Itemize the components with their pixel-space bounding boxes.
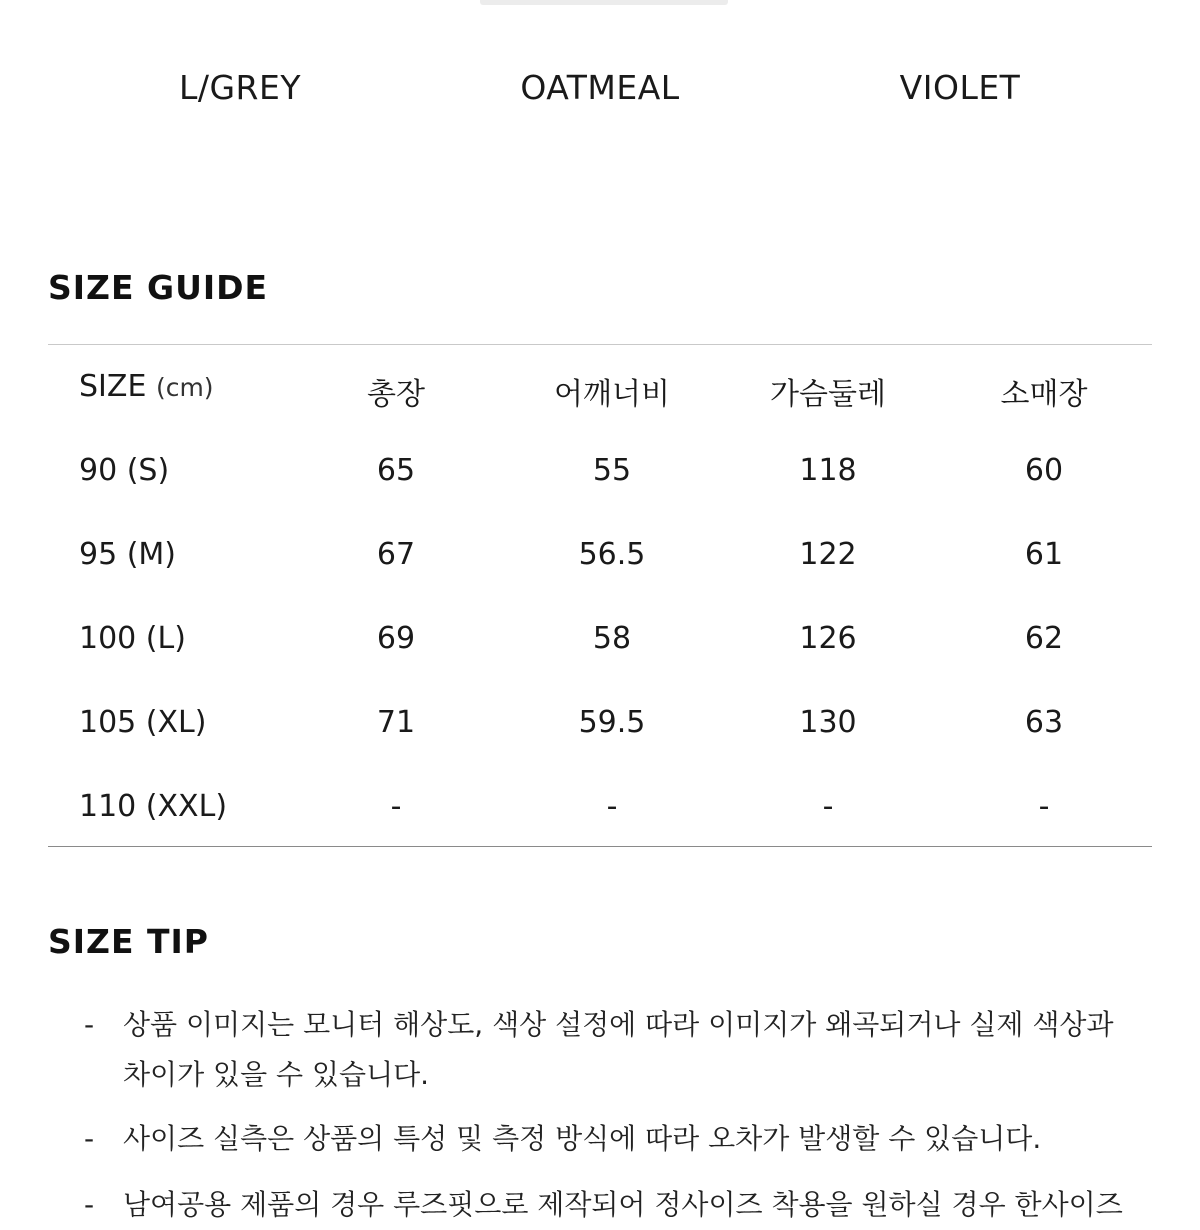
sleeve-cell: 61: [1024, 537, 1064, 572]
length-cell: 71: [376, 705, 416, 740]
tip-text: 사이즈 실측은 상품의 특성 및 측정 방식에 따라 오차가 발생할 수 있습니다.: [123, 1122, 1042, 1155]
size-cell: 105 (XL): [79, 705, 207, 740]
size-guide-table: [48, 344, 1152, 847]
size-cell: 110 (XXL): [79, 789, 228, 824]
unit-label: (cm): [155, 373, 214, 402]
chest-cell: 122: [799, 537, 857, 572]
table-row: [48, 705, 1152, 755]
shoulder-cell: 55: [592, 453, 632, 488]
tip-text: 남여공용 제품의 경우 루즈핏으로 제작되어 정사이즈 착용을 원하실 경우 한사이즈: [123, 1188, 1123, 1221]
table-row: [48, 621, 1152, 671]
column-header-shoulder: 어깨너비: [554, 377, 670, 412]
shoulder-cell: 56.5: [578, 537, 646, 572]
color-option-lgrey[interactable]: L/GREY: [178, 68, 301, 107]
color-option-violet[interactable]: VIOLET: [899, 68, 1021, 107]
size-guide-title: SIZE GUIDE: [48, 268, 269, 307]
size-cell: 100 (L): [79, 621, 186, 656]
shoulder-cell: 58: [592, 621, 632, 656]
chest-cell: 118: [799, 453, 857, 488]
table-row: [48, 453, 1152, 503]
tip-text: 상품 이미지는 모니터 해상도, 색상 설정에 따라 이미지가 왜곡되거나 실제 색상과 차이가 있을 수 있습니다.: [123, 1008, 1114, 1091]
table-header-row: [48, 369, 1152, 419]
table-row: [48, 789, 1152, 839]
bullet-dash: -: [84, 1122, 95, 1155]
length-cell: 67: [376, 537, 416, 572]
bullet-dash: -: [84, 1188, 95, 1221]
chest-cell: -: [822, 789, 834, 824]
color-option-oatmeal[interactable]: OATMEAL: [520, 68, 680, 107]
sleeve-cell: -: [1038, 789, 1050, 824]
sleeve-cell: 63: [1024, 705, 1064, 740]
list-item: [80, 1000, 1140, 1100]
table-row: [48, 537, 1152, 587]
chest-cell: 130: [799, 705, 857, 740]
length-cell: 65: [376, 453, 416, 488]
shoulder-cell: -: [606, 789, 618, 824]
color-options: [0, 68, 1200, 112]
column-header-chest: 가슴둘레: [770, 377, 886, 412]
chest-cell: 126: [799, 621, 857, 656]
size-tip-list: [0, 1000, 1200, 1221]
length-cell: -: [390, 789, 402, 824]
bullet-dash: -: [84, 1008, 95, 1041]
shoulder-cell: 59.5: [578, 705, 646, 740]
column-header-sleeve: 소매장: [1000, 377, 1088, 412]
size-column-header: [79, 369, 214, 404]
column-header-length: 총장: [367, 377, 425, 412]
sleeve-cell: 62: [1024, 621, 1064, 656]
size-cell: 90 (S): [79, 453, 170, 488]
sleeve-cell: 60: [1024, 453, 1064, 488]
size-cell: 95 (M): [79, 537, 177, 572]
product-image-edge: [480, 0, 728, 5]
list-item: [80, 1180, 1140, 1230]
size-header-label: SIZE: [79, 369, 147, 404]
list-item: [80, 1114, 1140, 1164]
length-cell: 69: [376, 621, 416, 656]
size-tip-title: SIZE TIP: [48, 922, 209, 961]
